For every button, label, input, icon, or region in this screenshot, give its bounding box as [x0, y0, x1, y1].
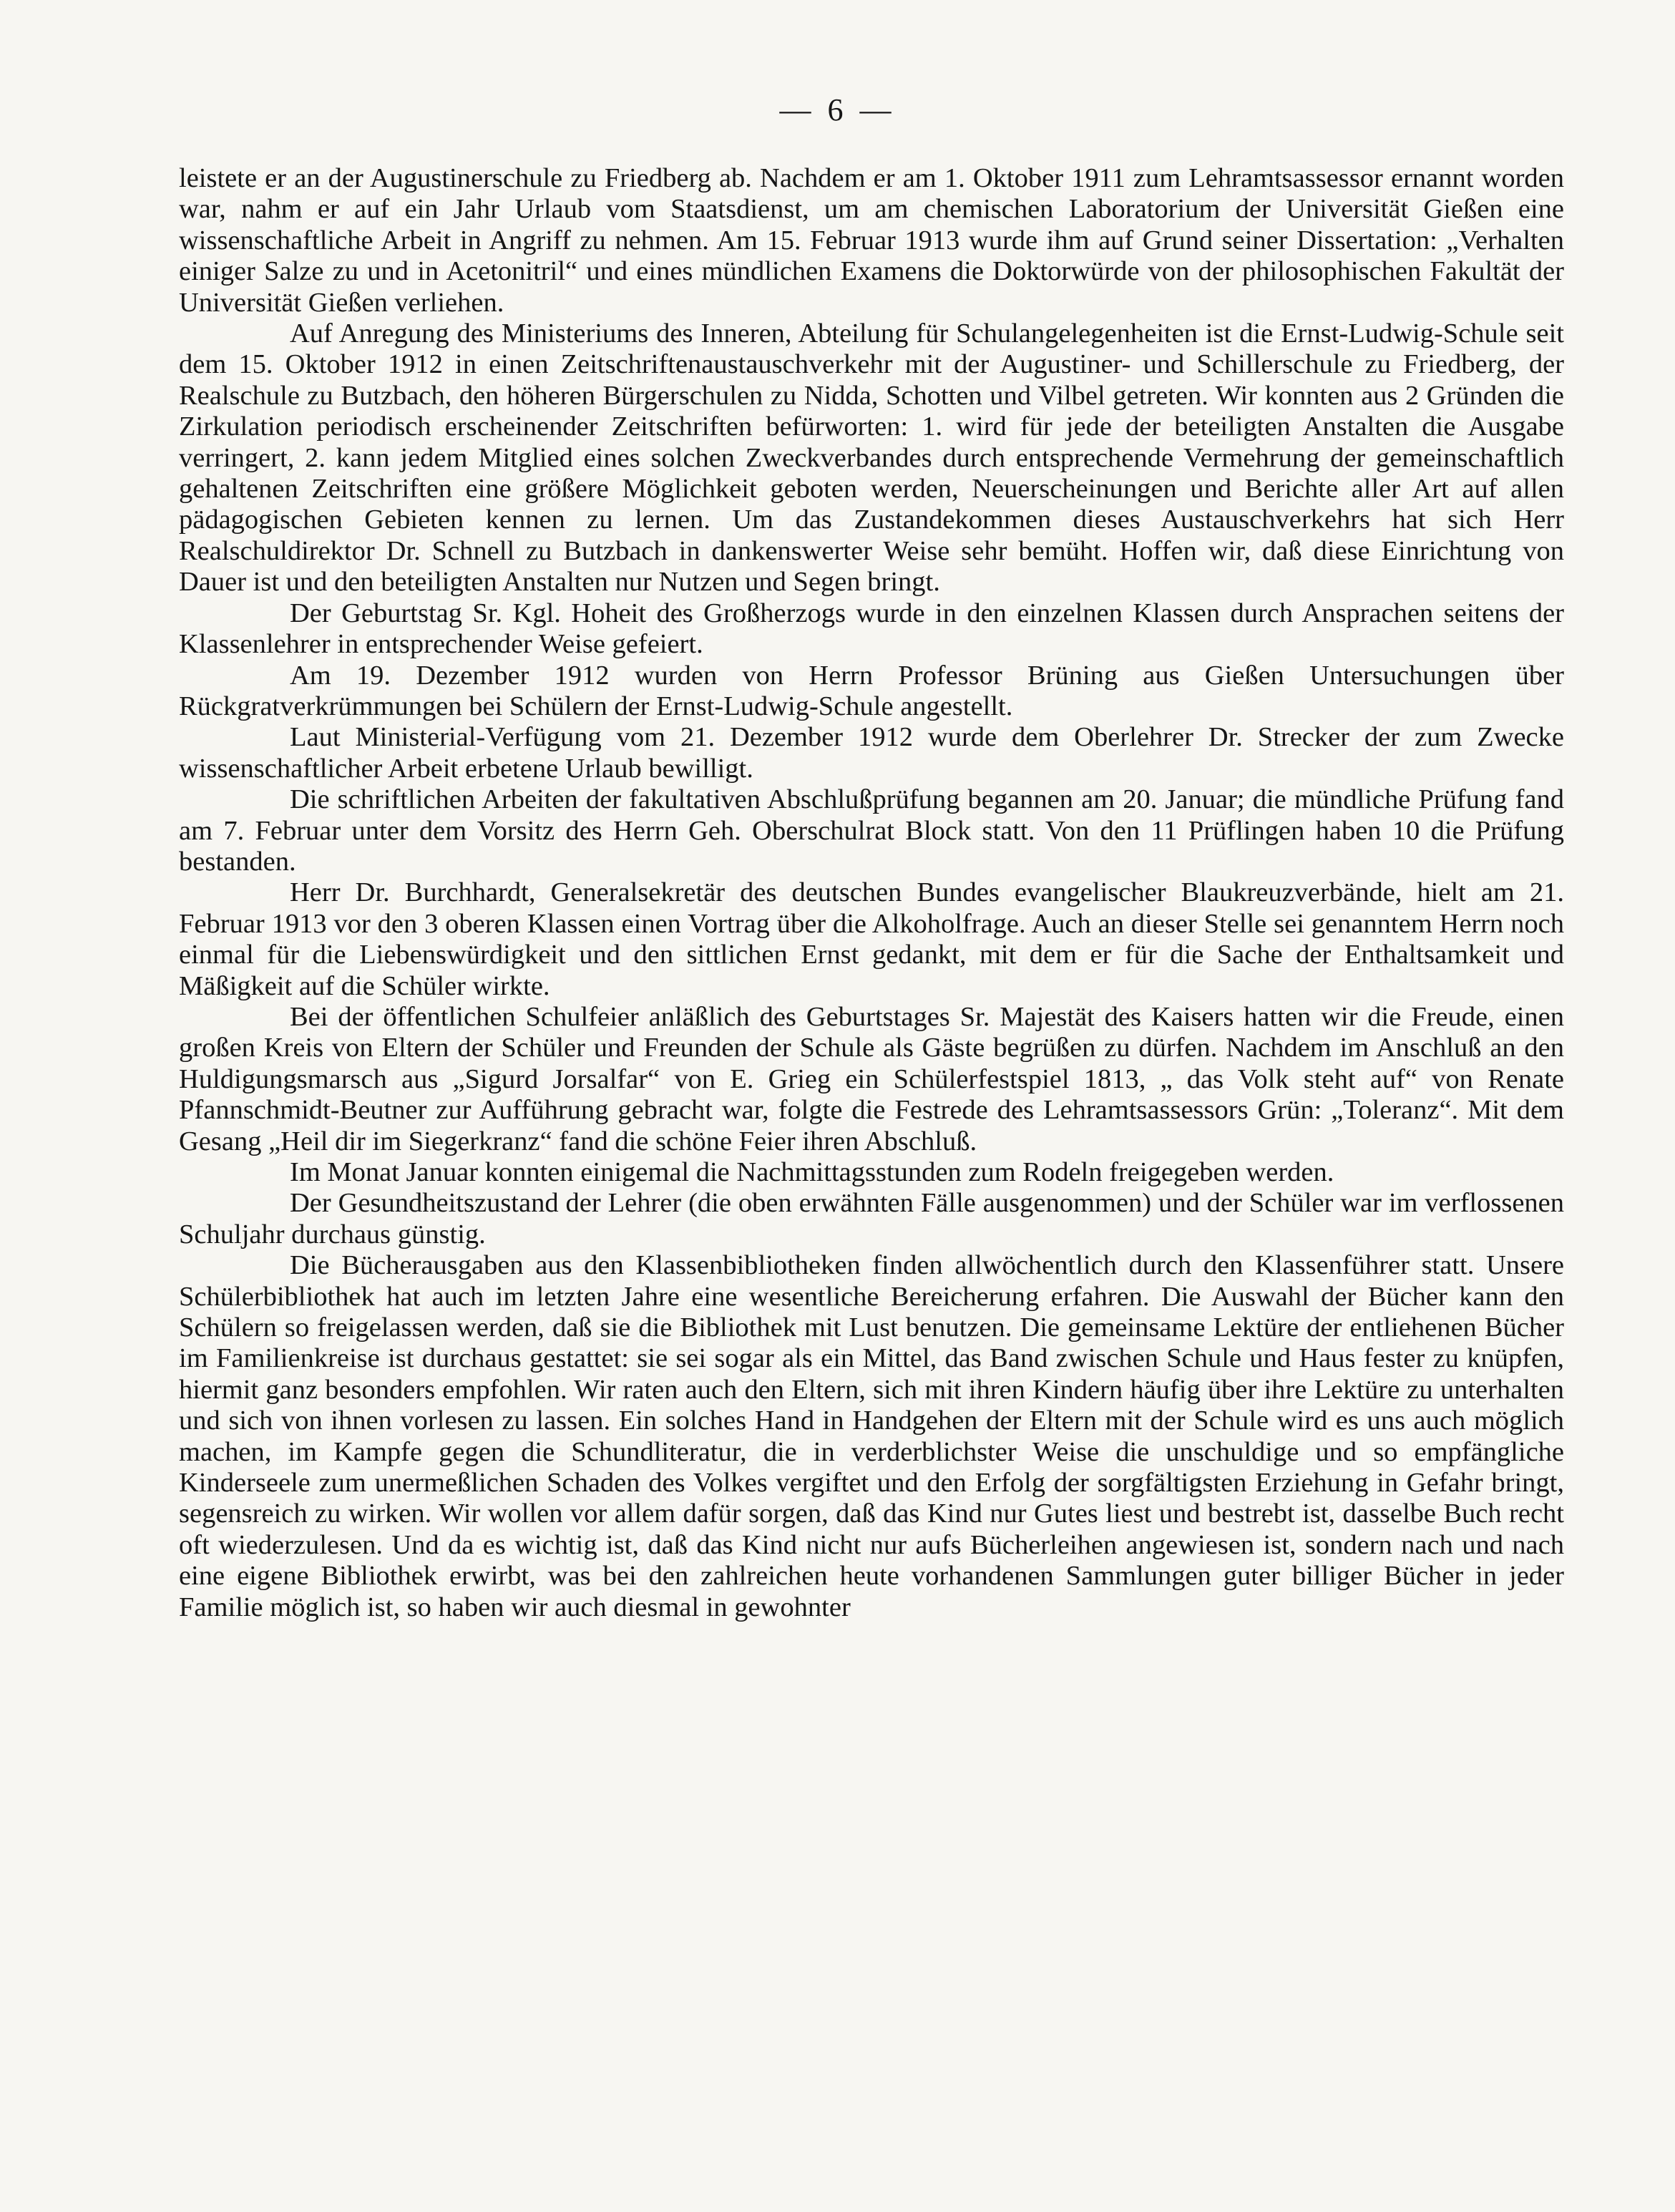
paragraph-geburtstag-grossherzog: Der Geburtstag Sr. Kgl. Hoheit des Großherzogs wurde in den einzelnen Klassen durch Ansprachen seitens der Klassenlehrer in entsprechender Weise gefeiert.	[179, 598, 1564, 660]
paragraph-gesundheitszustand: Der Gesundheitszustand der Lehrer (die oben erwähnten Fälle ausgenommen) und der Schüler war im verflossenen Schuljahr durchaus günstig.	[179, 1188, 1564, 1249]
page-number: — 6 —	[779, 92, 896, 127]
paragraph-urlaub: Laut Ministerial-Verfügung vom 21. Dezember 1912 wurde dem Oberlehrer Dr. Strecker der zum Zwecke wissenschaftlicher Arbeit erbetene Urlaub bewilligt.	[179, 722, 1564, 784]
paragraph-buecherausgaben: Die Bücherausgaben aus den Klassenbibliotheken finden allwöchentlich durch den Klassenführer statt. Unsere Schülerbibliothek hat auch im letzten Jahre eine wesentliche Bereicherung erfahren. Die Auswahl der Bücher kann den Schülern so freigelassen werden, daß sie die Bibliothek mit Lust benutzen. Die gemeinsame Lektüre der entliehenen Bücher im Familienkreise ist durchaus gestattet: sie sei sogar als ein Mittel, das Band zwischen Schule und Haus fester zu knüpfen, hiermit ganz besonders empfohlen. Wir raten auch den Eltern, sich mit ihren Kindern häufig über ihre Lektüre zu unterhalten und sich von ihnen vorlesen zu lassen. Ein solches Hand in Handgehen der Eltern mit der Schule wird es uns auch möglich machen, im Kampfe gegen die Schundliteratur, die in verderblichster Weise die unschuldige und so empfängliche Kinderseele zum unermeßlichen Schaden des Volkes vergiftet und den Erfolg der sorgfältigsten Erziehung in Gefahr bringt, segensreich zu wirken. Wir wollen vor allem dafür sorgen, daß das Kind nur Gutes liest und bestrebt ist, dasselbe Buch recht oft wiederzulesen. Und da es wichtig ist, daß das Kind nicht nur aufs Bücherleihen angewiesen ist, sondern nach und nach eine eigene Bibliothek erwirbt, was bei den zahlreichen heute vorhandenen Sammlungen guter billiger Bücher in jeder Familie möglich ist, so haben wir auch diesmal in gewohnter	[179, 1250, 1564, 1622]
paragraph-vortrag-alkoholfrage: Herr Dr. Burchhardt, Generalsekretär des deutschen Bundes evangelischer Blaukreuzverbände, hielt am 21. Februar 1913 vor den 3 oberen Klassen einen Vortrag über die Alkoholfrage. Auch an dieser Stelle sei genanntem Herrn noch einmal für die Liebenswürdigkeit und den sittlichen Ernst gedankt, mit dem er für die Sache der Enthaltsamkeit und Mäßigkeit auf die Schüler wirkte.	[179, 877, 1564, 1001]
paragraph-abschlusspruefung: Die schriftlichen Arbeiten der fakultativen Abschlußprüfung begannen am 20. Januar; die mündliche Prüfung fand am 7. Februar unter dem Vorsitz des Herrn Geh. Oberschulrat Block statt. Von den 11 Prüflingen haben 10 die Prüfung bestanden.	[179, 784, 1564, 877]
paragraph-untersuchungen: Am 19. Dezember 1912 wurden von Herrn Professor Brüning aus Gießen Untersuchungen über Rückgratverkrümmungen bei Schülern der Ernst-Ludwig-Schule angestellt.	[179, 660, 1564, 721]
body-text	[179, 163, 1564, 1623]
paragraph-dissertation: leistete er an der Augustinerschule zu Friedberg ab. Nachdem er am 1. Oktober 1911 zum Lehramtsassessor ernannt worden war, nahm er auf ein Jahr Urlaub vom Staatsdienst, um am chemischen Laboratorium der Universität Gießen eine wissenschaftliche Arbeit in Angriff zu nehmen. Am 15. Februar 1913 wurde ihm auf Grund seiner Dissertation: „Verhalten einiger Salze zu und in Acetonitril“ und eines mündlichen Examens die Doktorwürde von der philosophischen Fakultät der Universität Gießen verliehen.	[179, 163, 1564, 318]
paragraph-zeitschriftenaustausch: Auf Anregung des Ministeriums des Inneren, Abteilung für Schulangelegenheiten ist die Ernst-Ludwig-Schule seit dem 15. Oktober 1912 in einen Zeitschriftenaustauschverkehr mit der Augustiner- und Schillerschule zu Friedberg, der Realschule zu Butzbach, den höheren Bürgerschulen zu Nidda, Schotten und Vilbel getreten. Wir konnten aus 2 Gründen die Zirkulation periodisch erscheinender Zeitschriften befürworten: 1. wird für jede der beteiligten Anstalten die Ausgabe verringert, 2. kann jedem Mitglied eines solchen Zweckverbandes durch entsprechende Vermehrung der gemeinschaftlich gehaltenen Zeitschriften eine größere Möglichkeit geboten werden, Neuerscheinungen und Berichte aller Art auf allen pädagogischen Gebieten kennen zu lernen. Um das Zustandekommen dieses Austauschverkehrs hat sich Herr Realschuldirektor Dr. Schnell zu Butzbach in dankenswerter Weise sehr bemüht. Hoffen wir, daß diese Einrichtung von Dauer ist und den beteiligten Anstalten nur Nutzen und Segen bringt.	[179, 318, 1564, 598]
paragraph-schulfeier: Bei der öffentlichen Schulfeier anläßlich des Geburtstages Sr. Majestät des Kaisers hatten wir die Freude, einen großen Kreis von Eltern der Schüler und Freunden der Schule als Gäste begrüßen zu dürfen. Nachdem im Anschluß an den Huldigungsmarsch aus „Sigurd Jorsalfar“ von E. Grieg ein Schülerfestspiel 1813, „ das Volk steht auf“ von Renate Pfannschmidt-Beutner zur Aufführung gebracht war, folgte die Festrede des Lehramtsassessors Grün: „Toleranz“. Mit dem Gesang „Heil dir im Siegerkranz“ fand die schöne Feier ihren Abschluß.	[179, 1001, 1564, 1156]
paragraph-rodeln: Im Monat Januar konnten einigemal die Nachmittagsstunden zum Rodeln freigegeben werden.	[290, 1157, 1334, 1187]
